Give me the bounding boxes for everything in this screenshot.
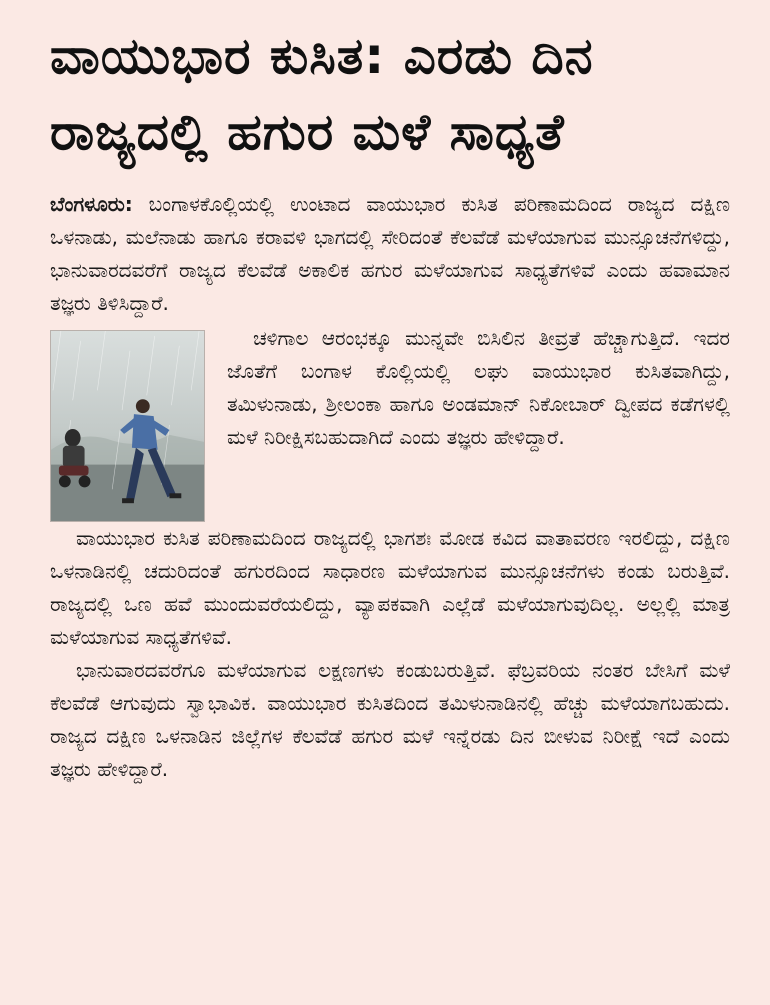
paragraph-1 xyxy=(50,188,730,320)
headline xyxy=(50,18,730,170)
headline-line-2: ರಾಜ್ಯದಲ್ಲಿ ಹಗುರ ಮಳೆ ಸಾಧ್ಯತೆ xyxy=(50,103,565,161)
dateline: ಬೆಂಗಳೂರು: xyxy=(50,192,133,216)
photo-text-block xyxy=(50,322,730,522)
headline-line-1: ವಾಯುಭಾರ ಕುಸಿತ: ಎರಡು ದಿನ xyxy=(50,27,594,85)
paragraph-1-text: ಬಂಗಾಳಕೊಲ್ಲಿಯಲ್ಲಿ ಉಂಟಾದ ವಾಯುಭಾರ ಕುಸಿತ ಪರಿಣಾಮದಿಂದ ರಾಜ್ಯದ ದಕ್ಷಿಣ ಒಳನಾಡು, ಮಲೆನಾಡು ಹಾಗೂ ಕರಾವಳಿ ಭಾಗದಲ್ಲಿ ಸೇರಿದಂತೆ ಕೆಲವೆಡೆ ಮಳೆಯಾಗುವ ಮುನ್ಸೂಚನೆಗಳಿದ್ದು, ಭಾನುವಾರದವರೆಗೆ ರಾಜ್ಯದ ಕೆಲವೆಡೆ ಅಕಾಲಿಕ ಹಗುರ ಮಳೆಯಾಗುವ ಸಾಧ್ಯತೆಗಳಿವೆ ಎಂದು ಹವಾಮಾನ ತಜ್ಞರು ತಿಳಿಸಿದ್ದಾರೆ. xyxy=(50,192,731,315)
paragraph-3: ವಾಯುಭಾರ ಕುಸಿತ ಪರಿಣಾಮದಿಂದ ರಾಜ್ಯದಲ್ಲಿ ಭಾಗಶಃ ಮೋಡ ಕವಿದ ವಾತಾವರಣ ಇರಲಿದ್ದು, ದಕ್ಷಿಣ ಒಳನಾಡಿನಲ್ಲಿ ಚದುರಿದಂತೆ ಹಗುರದಿಂದ ಸಾಧಾರಣ ಮಳೆಯಾಗುವ ಮುನ್ಸೂಚನೆಗಳು ಕಂಡು ಬರುತ್ತಿವೆ. ರಾಜ್ಯದಲ್ಲಿ ಒಣ ಹವೆ ಮುಂದುವರೆಯಲಿದ್ದು, ವ್ಯಾಪಕವಾಗಿ ಎಲ್ಲೆಡೆ ಮಳೆಯಾಗುವುದಿಲ್ಲ. ಅಲ್ಲಲ್ಲಿ ಮಾತ್ರ ಮಳೆಯಾಗುವ ಸಾಧ್ಯತೆಗಳಿವೆ. xyxy=(50,526,730,649)
paragraph-2: ಚಳಿಗಾಲ ಆರಂಭಕ್ಕೂ ಮುನ್ನವೇ ಬಿಸಿಲಿನ ತೀವ್ರತೆ ಹೆಚ್ಚಾಗುತ್ತಿದೆ. ಇದರ ಜೊತೆಗೆ ಬಂಗಾಳ ಕೊಲ್ಲಿಯಲ್ಲಿ ಲಘು ವಾಯುಭಾರ ಕುಸಿತವಾಗಿದ್ದು, ತಮಿಳುನಾಡು, ಶ್ರೀಲಂಕಾ ಹಾಗೂ ಅಂಡಮಾನ್ ನಿಕೋಬಾರ್ ದ್ವೀಪದ ಕಡೆಗಳಲ್ಲಿ ಮಳೆ ನಿರೀಕ್ಷಿಸಬಹುದಾಗಿದೆ ಎಂದು ತಜ್ಞರು ಹೇಳಿದ್ದಾರೆ. xyxy=(227,326,730,449)
rain-street-photo xyxy=(50,330,205,522)
paragraph-4: ಭಾನುವಾರದವರೆಗೂ ಮಳೆಯಾಗುವ ಲಕ್ಷಣಗಳು ಕಂಡುಬರುತ್ತಿವೆ. ಫೆಬ್ರವರಿಯ ನಂತರ ಬೇಸಿಗೆ ಮಳೆ ಕೆಲವೆಡೆ ಆಗುವುದು ಸ್ವಾಭಾವಿಕ. ವಾಯುಭಾರ ಕುಸಿತದಿಂದ ತಮಿಳುನಾಡಿನಲ್ಲಿ ಹೆಚ್ಚು ಮಳೆಯಾಗಬಹುದು. ರಾಜ್ಯದ ದಕ್ಷಿಣ ಒಳನಾಡಿನ ಜಿಲ್ಲೆಗಳ ಕೆಲವೆಡೆ ಹಗುರ ಮಳೆ ಇನ್ನೆರಡು ದಿನ ಬೀಳುವ ನಿರೀಕ್ಷೆ ಇದೆ ಎಂದು ತಜ್ಞರು ಹೇಳಿದ್ದಾರೆ. xyxy=(50,658,730,781)
photo-illustration xyxy=(51,331,204,521)
